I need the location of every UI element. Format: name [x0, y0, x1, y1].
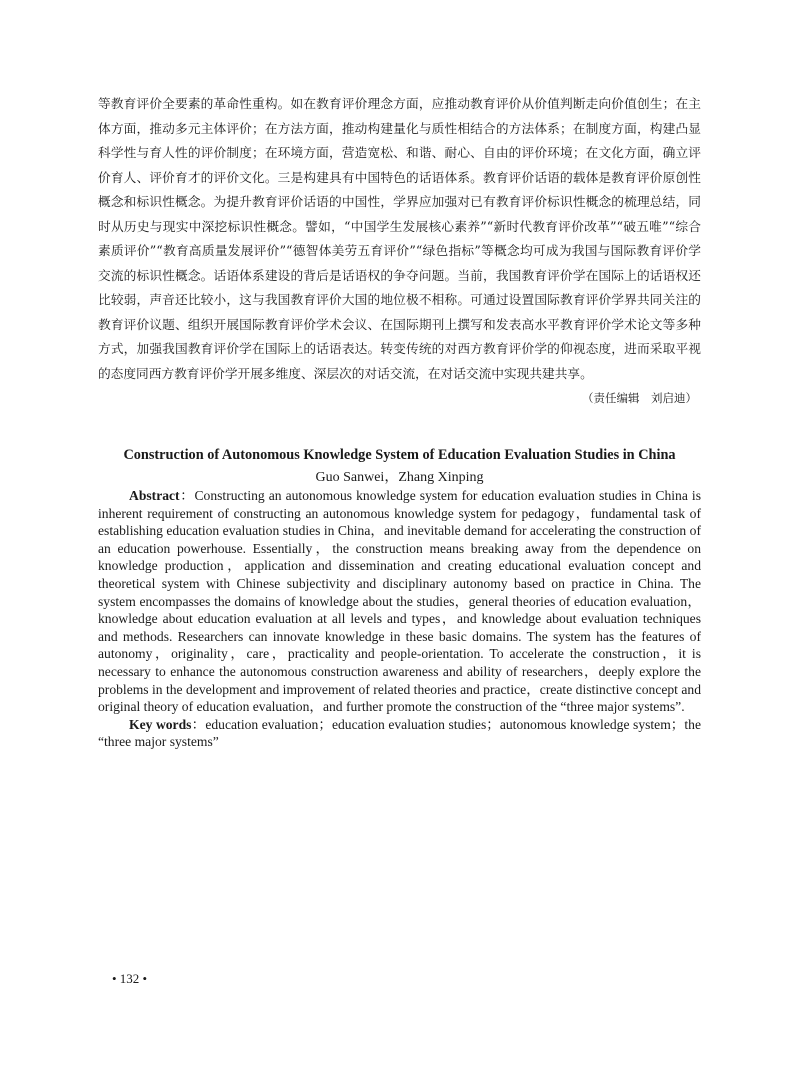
abstract-separator: ： — [179, 488, 195, 503]
chinese-body-paragraph: 等教育评价全要素的革命性重构。如在教育评价理念方面，应推动教育评价从价值判断走向价值创生；在主体方面，推动多元主体评价；在方法方面，推动构建量化与质性相结合的方法体系；在制度方面，构建凸显科学性与育人性的评价制度；在环境方面，营造宽松、和谐、耐心、自由的评价环境；在文化方面，确立评价育人、评价育才的评价文化。三是构建具有中国特色的话语体系。教育评价话语的载体是教育评价原创性概念和标识性概念。为提升教育评价话语的中国性，学界应加强对已有教育评价标识性概念的梳理总结，同时从历史与现实中深挖标识性概念。譬如，“中国学生发展核心素养”“新时代教育评价改革”“破五唯”“综合素质评价”“教育高质量发展评价”“德智体美劳五育评价”“绿色指标”等概念均可成为我国与国际教育评价学交流的标识性概念。话语体系建设的背后是话语权的争夺问题。当前，我国教育评价学在国际上的话语权还比较弱，声音还比较小，这与我国教育评价大国的地位极不相称。可通过设置国际教育评价学界共同关注的教育评价议题、组织开展国际教育评价学术会议、在国际期刊上撰写和发表高水平教育评价学术论文等多种方式，加强我国教育评价学在国际上的话语表达。转变传统的对西方教育评价学的仰视态度，进而采取平视的态度同西方教育评价学开展多维度、深层次的对话交流，在对话交流中实现共建共享。 — [98, 96, 701, 381]
responsible-editor-note: （责任编辑 刘启迪） — [582, 391, 697, 405]
keywords-separator: ： — [191, 716, 206, 732]
keywords-text: education evaluation；education evaluation studies；autonomous knowledge system；the “three major systems” — [98, 716, 701, 750]
abstract-text: Constructing an autonomous knowledge system for education evaluation studies in China is inherent requirement of constructing an autonomous knowledge system for pedagogy，fundamental task of establishing education evaluation studies in China，and inevitable demand for accelerating the construction of an education powerhouse. Essentially，the construction means breaking away from the dependence on knowledge production，application and dissemination and creating educational evaluation concept and theoretical system with Chinese subjectivity and disciplinary autonomy based on practice in China. The system encompasses the domains of knowledge about the studies，general theories of education evaluation，knowledge about education evaluation at all levels and types，and knowledge about evaluation techniques and methods. Researchers can innovate knowledge in these basic domains. The system has the features of autonomy，originality，care，practicality and people-orientation. To accelerate the construction，it is necessary to enhance the autonomous construction awareness and ability of researchers，deeply explore the problems in the development and improvement of related theories and practice，create distinctive concept and original theory of education evaluation，and further promote the construction of the “three major systems”. — [98, 488, 701, 715]
page-content — [98, 92, 701, 751]
keywords-label: Key words — [129, 716, 192, 732]
english-authors: Guo Sanwei，Zhang Xinping — [315, 470, 484, 485]
english-title: Construction of Autonomous Knowledge System of Education Evaluation Studies in China — [123, 447, 676, 463]
page-number: • 132 • — [112, 971, 148, 986]
abstract-paragraph — [98, 487, 701, 716]
keywords-paragraph — [98, 716, 701, 751]
abstract-label: Abstract — [129, 488, 180, 503]
